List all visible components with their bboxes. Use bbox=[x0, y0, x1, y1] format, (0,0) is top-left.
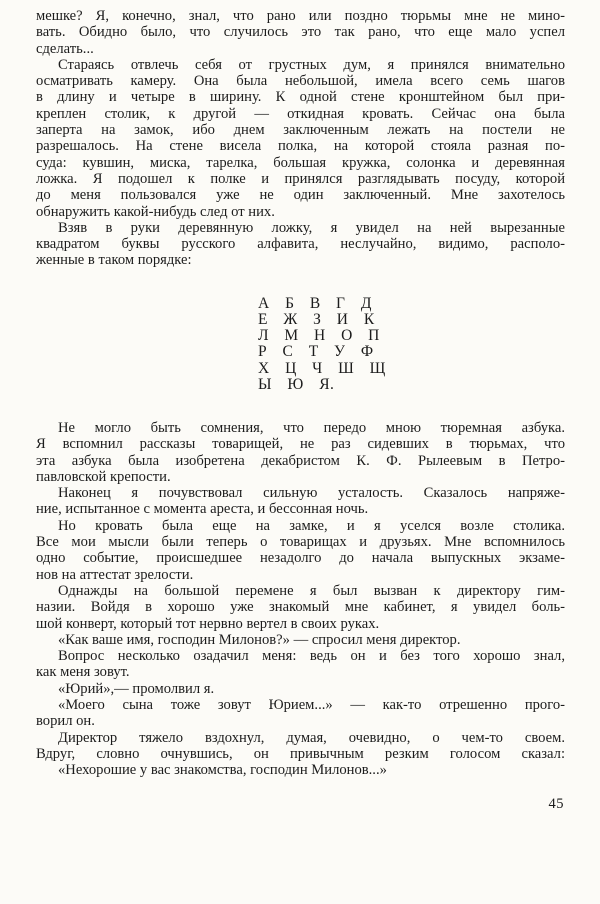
text-line: как меня зовут. bbox=[36, 664, 130, 681]
text-line: креплен столик, к другой — откидная кровать. Сейчас она была bbox=[36, 105, 565, 122]
text-line: Все мои мысли были теперь о товарищах и друзьях. Мне вспомнилось bbox=[36, 534, 565, 551]
text-line: Я вспомнил рассказы товарищей, не раз сидевших в тюрьмах, что bbox=[36, 436, 565, 453]
paragraph bbox=[36, 420, 565, 485]
prison-alphabet-table bbox=[258, 296, 565, 393]
text-line: нов на аттестат зрелости. bbox=[36, 566, 194, 583]
alphabet-row: А Б В Г Д bbox=[258, 294, 372, 312]
text-line: разрешалось. На стене висела полка, на которой стояла разная по- bbox=[36, 138, 565, 155]
text-line: Не могло быть сомнения, что передо мною тюремная азбука. bbox=[58, 419, 565, 436]
text-line: вать. Обидно было, что случилось это так рано, что еще мало успел bbox=[36, 24, 565, 41]
paragraph bbox=[36, 220, 565, 269]
paragraph bbox=[36, 730, 565, 763]
text-line: ние, испытанное с момента ареста, и бессонная ночь. bbox=[36, 501, 369, 518]
text-line: «Нехорошие у вас знакомства, господин Милонов...» bbox=[58, 762, 387, 779]
paragraph bbox=[36, 583, 565, 632]
text-line: Вопрос несколько озадачил меня: ведь он и без того хорошо знал, bbox=[58, 648, 565, 665]
alphabet-row: Х Ц Ч Ш Щ bbox=[258, 359, 386, 377]
text-line: назии. Войдя в хорошо уже знакомый мне кабинет, я увидел боль- bbox=[36, 599, 565, 616]
paragraph bbox=[36, 681, 565, 697]
alphabet-row: Р С Т У Ф bbox=[258, 343, 374, 361]
text-line: до меня пользовался уже не один заключенный. Мне захотелось bbox=[36, 187, 565, 204]
paragraph bbox=[36, 762, 565, 778]
paragraph bbox=[36, 57, 565, 220]
text-line: Однажды на большой перемене я был вызван к директору гим- bbox=[58, 582, 565, 599]
paragraph bbox=[36, 8, 565, 57]
text-line: эта азбука была изобретена декабристом К. Ф. Рылеевым в Петро- bbox=[36, 452, 565, 469]
text-line: мешке? Я, конечно, знал, что рано или поздно тюрьмы мне не мино- bbox=[36, 8, 565, 24]
text-line: Директор тяжело вздохнул, думая, очевидно, о чем-то своем. bbox=[58, 729, 565, 746]
text-line: осматривать камеру. Она была небольшой, имела всего семь шагов bbox=[36, 73, 565, 90]
paragraph bbox=[36, 518, 565, 583]
paragraph bbox=[36, 697, 565, 730]
text-line: «Моего сына тоже зовут Юрием...» — как-то отрешенно прого- bbox=[58, 697, 565, 714]
text-line: ложка. Я подошел к полке и принялся разглядывать посуду, которой bbox=[36, 170, 565, 187]
text-line: ворил он. bbox=[36, 713, 95, 730]
alphabet-row: Л М Н О П bbox=[258, 327, 380, 345]
paragraph bbox=[36, 648, 565, 681]
text-line: Наконец я почувствовал сильную усталость. Сказалось напряже- bbox=[58, 485, 565, 502]
text-line: квадратом буквы русского алфавита, неслучайно, видимо, располо- bbox=[36, 236, 565, 253]
text-line: «Юрий»,— промолвил я. bbox=[58, 680, 215, 697]
text-line: сделать... bbox=[36, 40, 94, 57]
text-line: женные в таком порядке: bbox=[36, 252, 192, 269]
text-line: «Как ваше имя, господин Милонов?» — спросил меня директор. bbox=[58, 631, 461, 648]
text-line: павловской крепости. bbox=[36, 468, 171, 485]
text-line: одно событие, происшедшее незадолго до начала выпускных экзаме- bbox=[36, 550, 565, 567]
text-line: в длину и четыре в ширину. К одной стене кронштейном был при- bbox=[36, 89, 565, 106]
alphabet-row: Ы Ю Я. bbox=[258, 375, 335, 393]
text-line: Но кровать была еще на замке, и я уселся возле столика. bbox=[58, 517, 565, 534]
text-line: Стараясь отвлечь себя от грустных дум, я принялся внимательно bbox=[58, 56, 565, 73]
text-line: Вдруг, словно очнувшись, он привычным резким голосом сказал: bbox=[36, 745, 565, 762]
alphabet-row: Е Ж З И К bbox=[258, 310, 375, 328]
text-line: шой конверт, который тот нервно вертел в своих руках. bbox=[36, 615, 380, 632]
text-line: Взяв в руки деревянную ложку, я увидел на ней вырезанные bbox=[58, 219, 565, 236]
page-number: 45 bbox=[548, 796, 564, 812]
text-line: суда: кувшин, миска, тарелка, большая кружка, солонка и деревянная bbox=[36, 154, 565, 171]
paragraph bbox=[36, 632, 565, 648]
text-line: обнаружить какой-нибудь след от них. bbox=[36, 203, 275, 220]
text-column bbox=[36, 8, 565, 779]
text-line: заперта на замок, ибо днем заключенным лежать на постели не bbox=[36, 122, 565, 139]
paragraph bbox=[36, 485, 565, 518]
